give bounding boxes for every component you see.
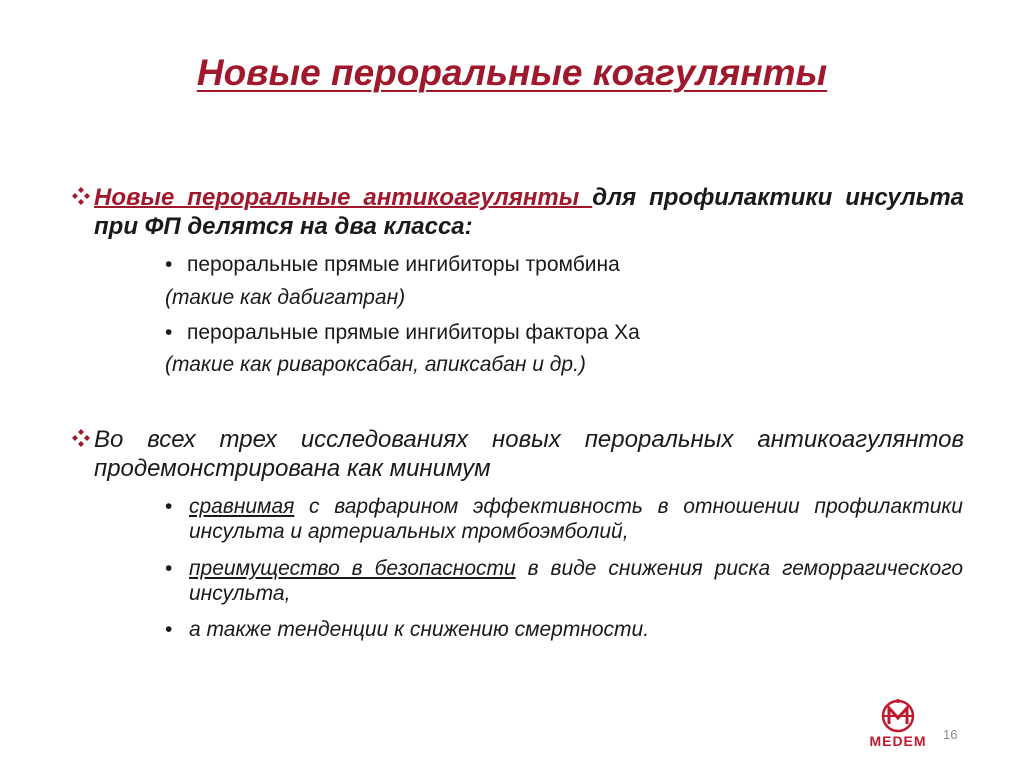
page-number: 16 (943, 727, 958, 742)
sub-item-1 (165, 252, 620, 278)
sub2-item-2 (165, 556, 963, 606)
sub2-item-1 (165, 494, 963, 544)
sub-note-2: (такие как ривароксабан, апиксабан и др.) (165, 353, 586, 376)
bullet-dot-icon: • (165, 618, 173, 641)
bullet-1-rest: для профилактики инсульта при ФП делятся на два класса: (94, 184, 965, 240)
bullet-dot-icon: • (165, 321, 173, 344)
sub-note-1: (такие как дабигатран) (165, 286, 406, 309)
bullet-1-text (94, 183, 964, 241)
sub2-item-1-rest: с варфарином эффективность в отношении профилактики инсульта и артериальных тромбоэмболий, (189, 495, 963, 543)
sub2-item-2-rest: в виде снижения риска геморрагического инсульта, (189, 557, 963, 605)
diamond-bullet-icon (68, 428, 94, 448)
sub-item-2-text: пероральные прямые ингибиторы фактора Ха (187, 321, 640, 344)
bullet-dot-icon: • (165, 557, 173, 580)
bullet-dot-icon: • (165, 253, 173, 276)
diamond-bullet-icon (68, 186, 94, 206)
bullet-block-1 (68, 183, 964, 241)
sub-item-1-text: пероральные прямые ингибиторы тромбина (187, 253, 620, 276)
sub2-item-3 (165, 617, 963, 642)
logo-text: MEDEM (869, 733, 927, 749)
sub2-item-3-text: а также тенденции к снижению смертности. (189, 618, 650, 641)
bullet-1-highlight: Новые пероральные антикоагулянты (94, 184, 593, 211)
sub2-item-2-underlined: преимущество в безопасности (189, 557, 516, 580)
bullet-block-2 (68, 425, 964, 483)
sub-item-2 (165, 320, 640, 346)
slide-title: Новые пероральные коагулянты (196, 52, 828, 93)
bullet-2-text: Во всех трех исследованиях новых пероральных антикоагулянтов продемонстрирована как минимум (94, 426, 964, 482)
bullet-dot-icon: • (165, 495, 173, 518)
sub2-item-1-underlined: сравнимая (189, 495, 295, 518)
